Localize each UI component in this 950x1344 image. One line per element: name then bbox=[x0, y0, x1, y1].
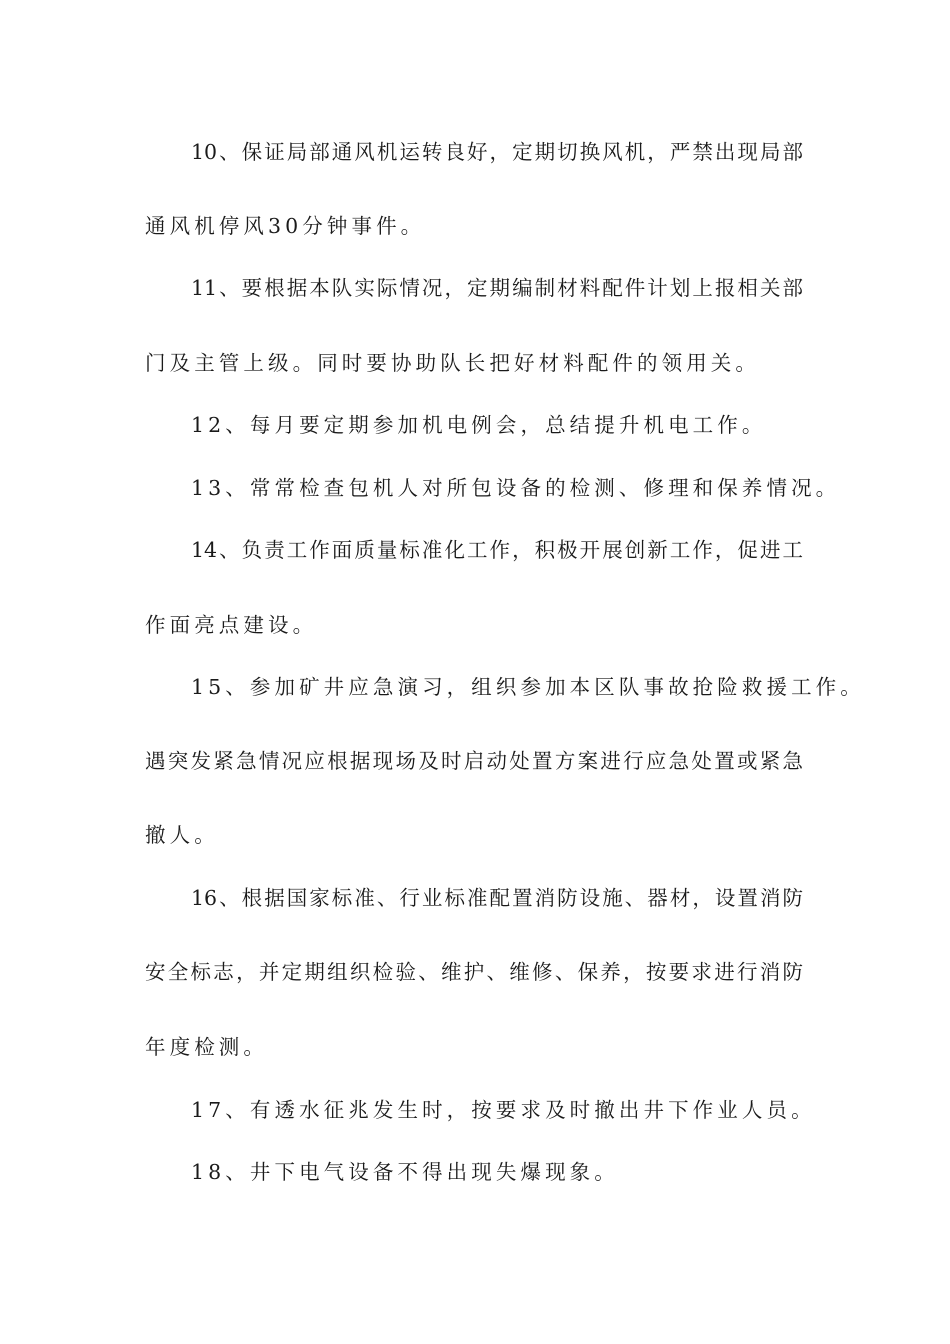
item-13-line-1: 13、常常检查包机人对所包设备的检测、修理和保养情况。 bbox=[191, 476, 841, 500]
item-11-line-2: 门及主管上级。同时要协助队长把好材料配件的领用关。 bbox=[145, 351, 760, 375]
item-10-line-1: 10、保证局部通风机运转良好，定期切换风机，严禁出现局部 bbox=[191, 140, 803, 164]
item-18-line-1: 18、井下电气设备不得出现失爆现象。 bbox=[191, 1160, 619, 1184]
item-16-line-2: 安全标志，并定期组织检验、维护、维修、保养，按要求进行消防 bbox=[145, 960, 803, 984]
item-16-line-3: 年度检测。 bbox=[145, 1035, 268, 1059]
item-14-line-2: 作面亮点建设。 bbox=[145, 613, 318, 637]
item-17-line-1: 17、有透水征兆发生时，按要求及时撤出井下作业人员。 bbox=[191, 1098, 816, 1122]
item-12-line-1: 12、每月要定期参加机电例会，总结提升机电工作。 bbox=[191, 413, 767, 437]
item-15-line-3: 撤人。 bbox=[145, 823, 219, 847]
item-14-line-1: 14、负责工作面质量标准化工作，积极开展创新工作，促进工 bbox=[191, 538, 803, 562]
item-16-line-1: 16、根据国家标准、行业标准配置消防设施、器材，设置消防 bbox=[191, 886, 803, 910]
item-15-line-1: 15、参加矿井应急演习，组织参加本区队事故抢险救援工作。 bbox=[191, 675, 865, 699]
item-11-line-1: 11、要根据本队实际情况，定期编制材料配件计划上报相关部 bbox=[191, 276, 803, 300]
item-15-line-2: 遇突发紧急情况应根据现场及时启动处置方案进行应急处置或紧急 bbox=[145, 749, 803, 773]
item-10-line-2: 通风机停风30分钟事件。 bbox=[145, 214, 426, 238]
